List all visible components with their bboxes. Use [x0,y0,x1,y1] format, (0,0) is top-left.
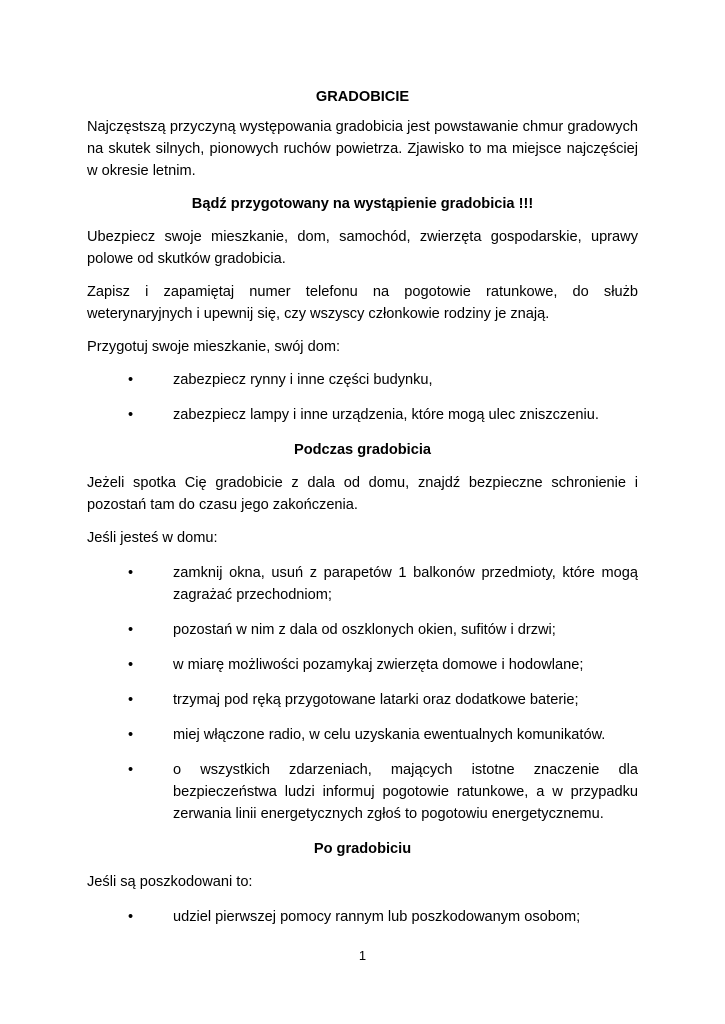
bullet-icon: • [128,657,134,673]
during-heading: Podczas gradobicia [293,442,432,458]
injured-paragraph: Jeśli są poszkodowani to: [87,874,253,890]
list-item-text: o wszystkich zdarzeniach, mających istotne znaczenie dla bezpieczeństwa ludzi informuj pogotowie ratunkowe, a w przypadku zerwania linii energetycznych zgłoś to pogotowiu energetycznemu. [173,762,638,822]
after-heading: Po gradobiciu [313,841,412,857]
list-item [87,619,638,641]
list-item [87,906,638,928]
home-list [87,562,638,825]
bullet-icon: • [128,407,134,423]
bullet-icon: • [128,692,134,708]
list-item-text: zamknij okna, usuń z parapetów 1 balkonów przedmioty, które mogą zagrażać przechodniom; [173,565,638,603]
at-home-paragraph: Jeśli jesteś w domu: [87,530,218,546]
bullet-icon: • [128,762,134,778]
list-item [87,759,638,825]
list-item-text: udziel pierwszej pomocy rannym lub poszkodowanym osobom; [173,909,581,925]
prepare-home-paragraph: Przygotuj swoje mieszkanie, swój dom: [87,339,341,355]
after-list [87,906,638,928]
phone-paragraph: Zapisz i zapamiętaj numer telefonu na pogotowie ratunkowe, do służb weterynaryjnych i upewnij się, czy wszyscy członkowie rodziny je znają. [87,284,638,322]
list-item [87,404,638,426]
bullet-icon: • [128,909,134,925]
list-item-text: miej włączone radio, w celu uzyskania ewentualnych komunikatów. [173,727,606,743]
document-title: GRADOBICIE [315,89,410,105]
list-item-text: w miarę możliwości pozamykaj zwierzęta domowe i hodowlane; [173,657,584,673]
list-item [87,369,638,391]
intro-paragraph: Najczęstszą przyczyną występowania gradobicia jest powstawanie chmur gradowych na skutek silnych, pionowych ruchów powietrza. Zjawisko to ma miejsce najczęściej w okresie letnim. [87,119,638,179]
list-item [87,562,638,606]
insure-paragraph: Ubezpiecz swoje mieszkanie, dom, samochód, zwierzęta gospodarskie, uprawy polowe od skutków gradobicia. [87,229,638,267]
list-item-text: trzymaj pod ręką przygotowane latarki oraz dodatkowe baterie; [173,692,579,708]
list-item [87,689,638,711]
list-item-text: pozostań w nim z dala od oszklonych okien, sufitów i drzwi; [173,622,556,638]
list-item-text: zabezpiecz lampy i inne urządzenia, które mogą ulec zniszczeniu. [173,407,599,423]
bullet-icon: • [128,622,134,638]
page-number: 1 [358,948,367,963]
bullet-icon: • [128,727,134,743]
list-item-text: zabezpiecz rynny i inne części budynku, [173,372,433,388]
bullet-icon: • [128,565,134,581]
list-item [87,724,638,746]
document-body [87,86,638,941]
list-item [87,654,638,676]
away-paragraph: Jeżeli spotka Cię gradobicie z dala od domu, znajdź bezpieczne schronienie i pozostań tam do czasu jego zakończenia. [87,475,638,513]
bullet-icon: • [128,372,134,388]
prepare-list [87,369,638,426]
prepare-heading: Bądź przygotowany na wystąpienie gradobicia !!! [191,196,534,212]
